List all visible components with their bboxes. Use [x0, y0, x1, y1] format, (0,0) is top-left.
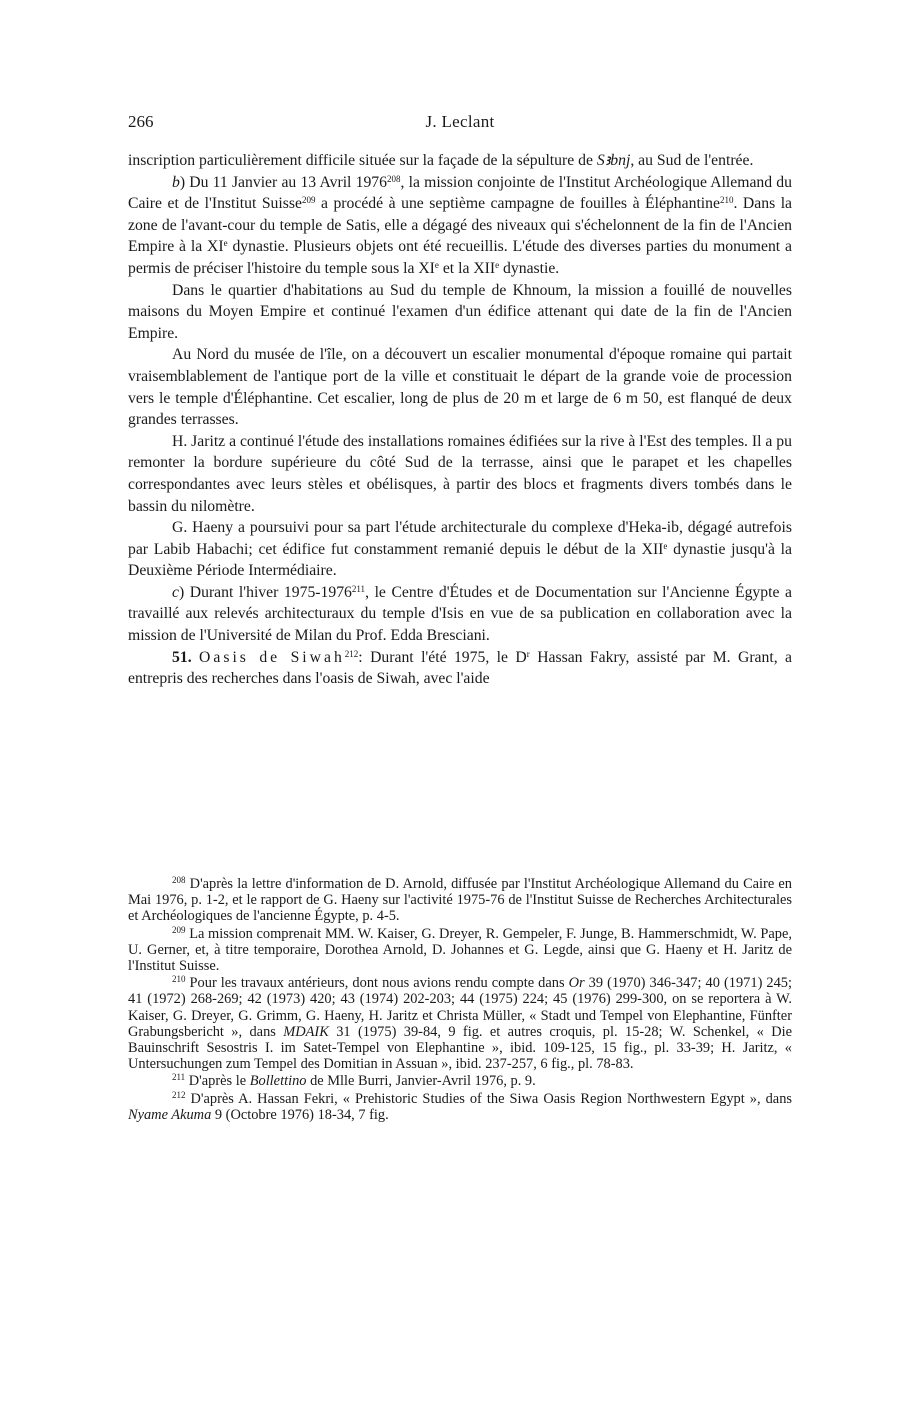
footnote-210: $^{210}$ Pour les travaux antérieurs, dont nous avions rendu compte dans Or 39 (1970) 346-347; 40 (1971) 245; 41 (1972) 268-269; 42 (1973) 420; 43 (1974) 202-203; 44 (1975) 224; 45 (1976) 299-300, on se reportera à W. Kaiser, G. Dreyer, G. Grimm, G. Haeny, H. Jaritz et Christa Müller, « Stadt und Tempel von Elephantine, Fünfter Grabungsbericht », dans MDAIK 31 (1975) 39-84, 9 fig. et autres croquis, pl. 15-28; W. Schenkel, « Die Bauinschrift Sesostris I. im Satet-Tempel von Elephantine », ibid. 109-125, 15 fig., pl. 33-39; H. Jaritz, « Untersuchungen zum Tempel des Domitian in Assuan », ibid. 237-257, 6 fig., pl. 78-83.: [128, 974, 793, 1073]
italic-name: Sꜣbnj: [596, 152, 631, 169]
paragraph-7: c) Durant l'hiver 1975-1976$^{211}$, le Centre d'Études et de Documentation sur l'Ancienne Égypte a travaillé aux relevés architecturaux du temple d'Isis en vue de sa publication en collaboration avec la mission de l'Université de Milan du Prof. Edda Bresciani.: [128, 583, 792, 645]
footnotes: [128, 876, 792, 1123]
running-head: J. Leclant: [425, 112, 495, 131]
paragraph-3: Dans le quartier d'habitations au Sud du temple de Khnoum, la mission a fouillé de nouvelles maisons du Moyen Empire et continué l'examen d'un édifice attenant qui date de la fin de l'Ancien Empire.: [128, 281, 792, 342]
paragraph-4: Au Nord du musée de l'île, on a découvert un escalier monumental d'époque romaine qui partait vraisemblablement de l'antique port de la ville et constituait le départ de la grande voie de procession vers le temple d'Éléphantine. Cet escalier, long de plus de 20 m et large de 6 m 50, est flanqué de deux grandes terrasses.: [128, 346, 792, 429]
footnote-212: $^{212}$ D'après A. Hassan Fekri, « Prehistoric Studies of the Siwa Oasis Region Northwestern Egypt », dans Nyame Akuma 9 (Octobre 1976) 18-34, 7 fig.: [128, 1089, 792, 1123]
footnote-ref-211[interactable]: 211: [351, 583, 366, 594]
section-heading: Oasis de Siwah: [199, 648, 345, 666]
paragraph-6: G. Haeny a poursuivi pour sa part l'étude architecturale du complexe d'Heka-ib, dégagé autrefois par Labib Habachi; cet édifice fut constamment remanié depuis le début de la XIIe dynastie jusqu'à la Deuxième Période Intermédiaire.: [128, 519, 792, 580]
page-number: 266: [128, 112, 154, 131]
paragraph-1: inscription particulièrement difficile située sur la façade de la sépulture de Sꜣbnj, au Sud de l'entrée.: [128, 152, 754, 169]
footnote-ref-209[interactable]: 209: [301, 195, 316, 206]
footnote-ref-208[interactable]: 208: [386, 173, 401, 184]
section-number: 51.: [172, 648, 192, 666]
footnote-211: $^{211}$ D'après le Bollettino de Mlle Burri, Janvier-Avril 1976, p. 9.: [172, 1072, 536, 1090]
footnote-ref-212[interactable]: 212: [344, 648, 359, 659]
section-label-b: b: [172, 173, 180, 191]
paragraph-5: H. Jaritz a continué l'étude des installations romaines édifiées sur la rive à l'Est des temples. Il a pu remonter la bordure supérieure du côté Sud de la terrasse, ainsi que le parapet et les chapelles correspondantes avec leurs stèles et obélisques, à partir des blocs et fragments divers tombés dans le bassin du nilomètre.: [128, 432, 792, 515]
body-text: [128, 150, 792, 690]
footnote-208: $^{208}$ D'après la lettre d'information de D. Arnold, diffusée par l'Institut Archéologique Allemand du Caire en Mai 1976, p. 1-2, et le rapport de G. Haeny sur l'activité 1975-76 de l'Institut Suisse de Recherches Architecturales et Archéologiques de l'ancienne Égypte, p. 4-5.: [128, 875, 792, 925]
footnote-209: $^{209}$ La mission comprenait MM. W. Kaiser, G. Dreyer, R. Gempeler, F. Junge, B. Hammerschmidt, W. Pape, U. Gerner, et, à titre temporaire, Dorothea Arnold, D. Johannes et G. Legde, ainsi que G. Haeny et H. Jaritz de l'Institut Suisse.: [128, 924, 792, 975]
section-label-c: c: [172, 583, 179, 601]
footnote-ref-210[interactable]: 210: [719, 195, 734, 206]
paragraph-8: 51. Oasis de Siwah$^{212}$: Durant l'été 1975, le $D^r$ Hassan Fakry, assisté par M. Grant, a entrepris des recherches dans l'oasis de Siwah, avec l'aide: [128, 648, 793, 688]
paragraph-2: b) Du 11 Janvier au 13 Avril 1976$^{208}$, la mission conjointe de l'Institut Archéologique Allemand du Caire et de l'Institut Suisse$^{209}$ a procédé à une septième campagne de fouilles à Éléphantine$^{210}$. Dans la zone de l'avant-cour du temple de Satis, elle a dégagé des niveaux qui s'échelonnent de la fin de l'Ancien Empire à la XIe dynastie. Plusieurs objets ont été recueillis. L'étude des diverses parties du monument a permis de préciser l'histoire du temple sous la XIe et la XIIe dynastie.: [128, 173, 793, 277]
page-header: [128, 112, 792, 140]
